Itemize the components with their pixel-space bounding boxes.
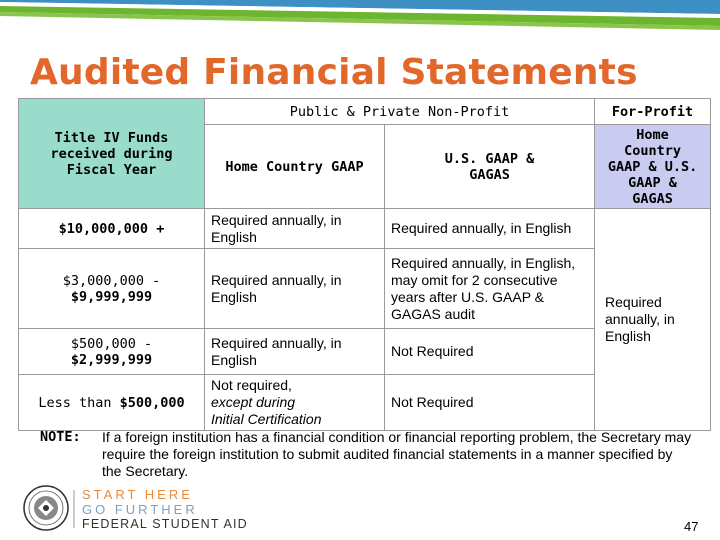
row-label (19, 375, 205, 431)
us-gaap-cell-text: Not Required (391, 343, 474, 359)
fsa-logo (22, 484, 322, 532)
for-profit-subheader-text: Home Country GAAP & U.S. GAAP & GAGAS (607, 126, 698, 207)
us-gaap-cell (385, 375, 595, 431)
row-label-pre: Less than (38, 394, 120, 411)
table-row (19, 209, 711, 249)
home-country-line2: except during (211, 394, 296, 410)
for-profit-cell (595, 209, 711, 431)
row-label-bold: $2,999,999 (70, 351, 153, 368)
logo-line3: FEDERAL STUDENT AID (82, 517, 248, 531)
row-label (19, 209, 205, 249)
home-country-cell (205, 375, 385, 431)
row-label-header (19, 99, 205, 209)
home-country-cell-text: Required annually, in English (211, 271, 342, 305)
us-gaap-cell-text: Required annually, in English, may omit for 2 consecutive years after U.S. GAAP & GAGAS audit (391, 254, 576, 322)
us-gaap-header (385, 125, 595, 209)
us-gaap-header-text: U.S. GAAP & GAGAS (444, 150, 535, 183)
home-country-line3: Initial Certification (211, 411, 322, 427)
row-label (19, 249, 205, 329)
row-label-bold: $500,000 (119, 394, 185, 411)
home-country-cell (205, 329, 385, 375)
us-gaap-cell (385, 329, 595, 375)
note-text: If a foreign institution has a financial condition or financial reporting problem, the Secretary may require the foreign institution to submit audited financial statements in a manner specified by the Secretary. (102, 429, 692, 479)
row-label-text: $10,000,000 + (58, 220, 165, 237)
home-country-line1: Not required, (211, 377, 292, 393)
home-country-gaap-header-text: Home Country GAAP (225, 158, 364, 175)
for-profit-header-text: For-Profit (611, 103, 694, 120)
for-profit-cell-text: Required annually, in English (605, 294, 675, 344)
seal-icon (24, 486, 68, 530)
public-private-header-text: Public & Private Non-Profit (289, 103, 510, 120)
home-country-cell (205, 249, 385, 329)
note-label: NOTE: (40, 429, 81, 445)
row-label-pre: $3,000,000 - (62, 272, 161, 289)
row-label-header-text: Title IV Funds received during Fiscal Year (50, 129, 173, 178)
us-gaap-cell-text: Required annually, in English (391, 220, 572, 236)
home-country-cell-text: Required annually, in English (211, 211, 342, 245)
us-gaap-cell-text: Not Required (391, 394, 474, 410)
row-label-bold: $9,999,999 (70, 288, 153, 305)
us-gaap-cell (385, 209, 595, 249)
slide-title: Audited Financial Statements (30, 52, 638, 93)
for-profit-header (595, 99, 711, 125)
header-band (0, 0, 720, 30)
home-country-cell-text: Required annually, in English (211, 334, 342, 368)
home-country-cell (205, 209, 385, 249)
for-profit-subheader (595, 125, 711, 209)
row-label-pre: $500,000 - (70, 335, 153, 352)
logo-line2: GO FURTHER (82, 502, 198, 517)
home-country-gaap-header (205, 125, 385, 209)
requirements-table (18, 98, 711, 431)
logo-line1: START HERE (82, 487, 193, 502)
row-label (19, 329, 205, 375)
us-gaap-cell (385, 249, 595, 329)
public-private-header (205, 99, 595, 125)
page-number: 47 (684, 519, 699, 534)
